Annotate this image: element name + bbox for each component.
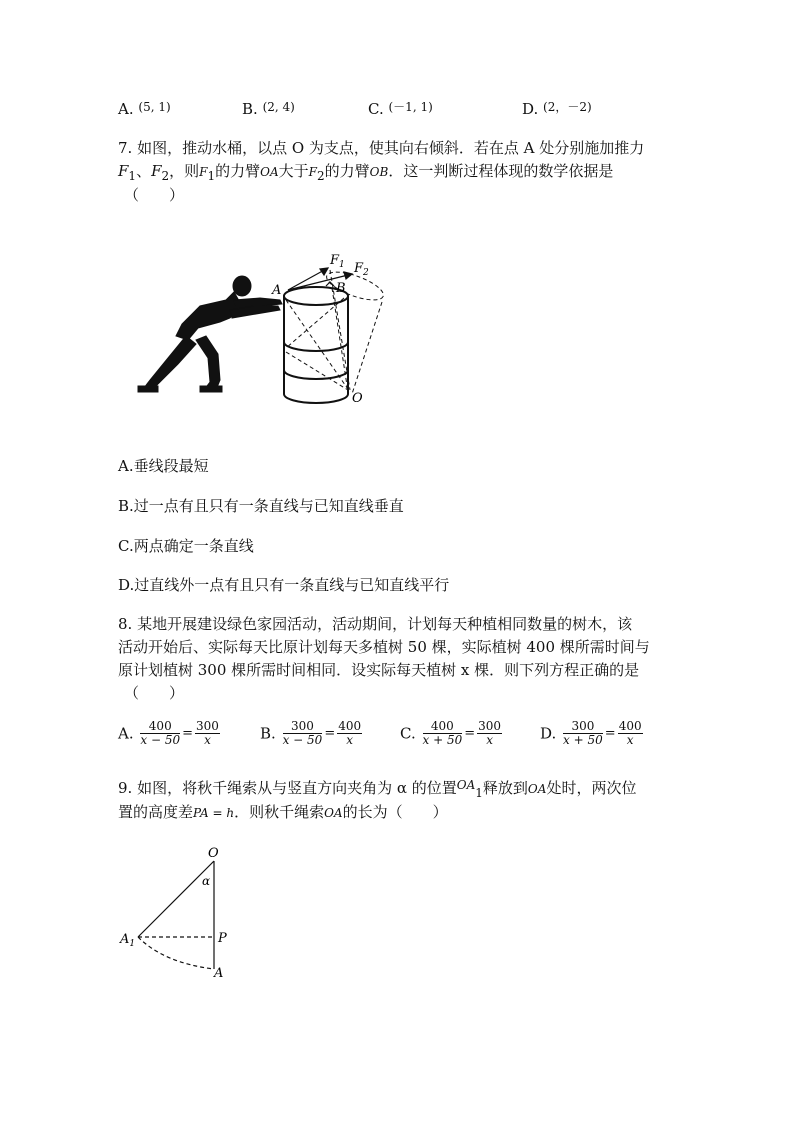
q6-option-a[interactable]: A. $^{(5, 1)}$ xyxy=(118,100,171,118)
q7-option-b[interactable]: B.过一点有且只有一条直线与已知直线垂直 xyxy=(118,497,404,515)
label-B: B xyxy=(336,281,346,296)
q6-option-c[interactable]: C. $^{(-1, 1)}$ xyxy=(368,100,433,118)
q8-option-b[interactable]: B. $\frac{300}{x - 50}$ = $\frac{400}{x}$ xyxy=(260,719,362,747)
q8-options xyxy=(0,720,794,756)
label-alpha: α xyxy=(202,874,211,888)
q6-option-d[interactable]: D. $^{(2,-2)}$ xyxy=(522,100,592,118)
barrel xyxy=(284,287,348,403)
q8-answer-bracket: （ ） xyxy=(124,684,185,702)
person-pushing-icon xyxy=(138,276,282,392)
label-O: O xyxy=(208,846,219,861)
label-A: A xyxy=(214,966,224,981)
q6-option-b[interactable]: B. $^{(2, 4)}$ xyxy=(242,100,295,118)
q7-stem-line2: $F_1$、$F_2$，则$F_1$的力臂OA大于$F_2$的力臂OB．这一判断过程体现的数学依据是 xyxy=(118,162,614,183)
label-F1: $F_1$ xyxy=(330,253,345,270)
q9-swing-figure xyxy=(114,845,244,985)
label-P: P xyxy=(218,931,227,946)
q7-option-d[interactable]: D.过直线外一点有且只有一条直线与已知直线平行 xyxy=(118,576,450,594)
q7-answer-bracket: （ ） xyxy=(124,186,185,204)
q7-option-a[interactable]: A.垂线段最短 xyxy=(118,457,209,475)
label-A: A xyxy=(272,283,282,298)
q8-stem-line1: 8. 某地开展建设绿色家园活动，活动期间，计划每天种植相同数量的树木，该 xyxy=(118,615,633,633)
label-F2: $F_2$ xyxy=(354,261,369,278)
q9-stem-line2: 置的高度差PA = h．则秋千绳索OA的长为（ ） xyxy=(118,803,448,821)
q9-stem-line1: 9. 如图，将秋千绳索从与竖直方向夹角为 α 的位置$^{OA}_1$释放到OA处时，两次位 xyxy=(118,778,637,800)
q8-option-d[interactable]: D. $\frac{300}{x + 50}$ = $\frac{400}{x}$ xyxy=(540,719,642,747)
label-O: O xyxy=(352,391,363,406)
q7-option-c[interactable]: C.两点确定一条直线 xyxy=(118,537,254,555)
q6-options xyxy=(0,98,794,122)
q7-stem-line1: 7. 如图，推动水桶，以点 O 为支点，使其向右倾斜．若在点 A 处分别施加推力 xyxy=(118,139,645,157)
q8-stem-line3: 原计划植树 300 棵所需时间相同．设实际每天植树 x 棵．则下列方程正确的是 xyxy=(118,661,640,679)
q8-option-c[interactable]: C. $\frac{400}{x + 50}$ = $\frac{300}{x}$ xyxy=(400,719,502,747)
q8-option-a[interactable]: A. $\frac{400}{x - 50}$ = $\frac{300}{x}$ xyxy=(118,719,219,747)
q8-stem-line2: 活动开始后、实际每天比原计划每天多植树 50 棵，实际植树 400 棵所需时间与 xyxy=(118,638,650,656)
q7-barrel-figure xyxy=(130,240,410,420)
label-A1: $A_1$ xyxy=(120,932,136,949)
